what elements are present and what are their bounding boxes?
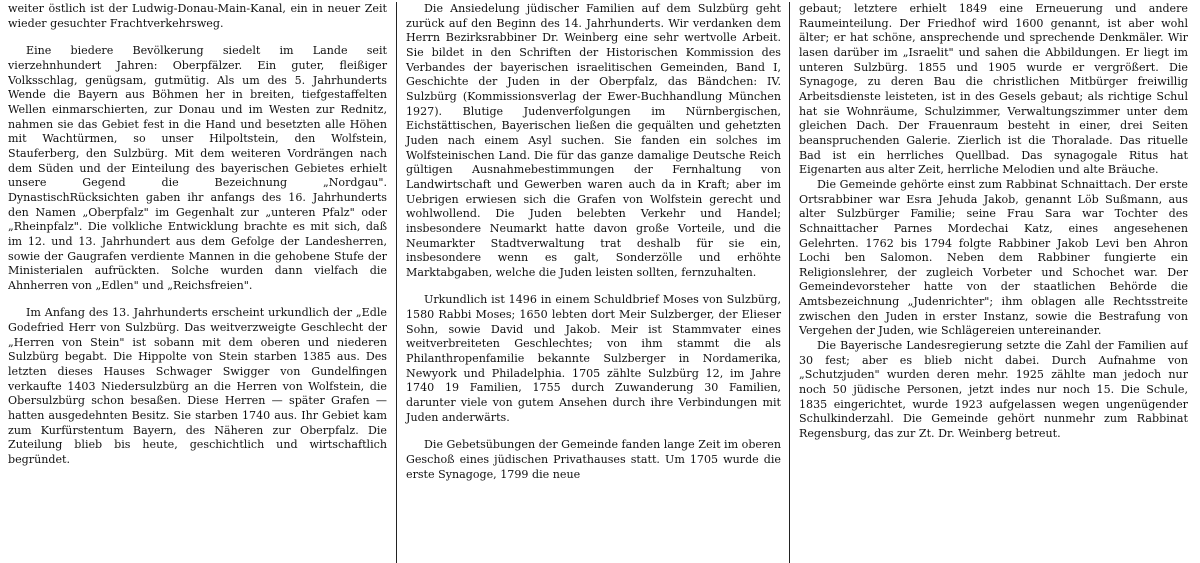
column-3 bbox=[790, 2, 1188, 563]
paragraph: gebaut; letztere erhielt 1849 eine Erneuerung und andere Raumeinteilung. Der Friedhof wird 1600 genannt, ist aber wohl älter; er hat schöne, ansprechende und sprechende Denkmäler. Wir lasen darüber im „Israelit" und sahen die Abbildungen. Er liegt im unteren Sulzbürg. 1855 und 1905 wurde er vergrößert. Die Synagoge, zu deren Bau die christlichen Mitbürger freiwillig Arbeitsdienste leisteten, ist in des Gesels gebaut; als richtige Schul hat sie Wohnräume, Schulzimmer, Verwaltungszimmer unter dem gleichen Dach. Der Frauenraum besteht in einer, drei Seiten beanspruchenden Galerie. Zierlich ist die Thoralade. Das rituelle Bad ist ein herrliches Quellbad. Das synagogale Ritus hat Eigenarten aus alter Zeit, herrliche Melodien und alte Bräuche. bbox=[799, 2, 1188, 177]
paragraph: Im Anfang des 13. Jahrhunderts erscheint urkundlich der „Edle Godefried Herr von Sulzbürg. Das weitverzweigte Geschlecht der „Herren von Stein" ist sobann mit dem oberen und niederen Sulzbürg begabt. Die Hippolte von Stein starben 1385 aus. Des letzten dieses Hauses Schwager Swigger von Gundelfingen verkaufte 1403 Niedersulzbürg an die Herren von Wolfstein, die Obersulzbürg schon besaßen. Diese Herren — später Grafen — hatten ausgedehnten Besitz. Sie starben 1740 aus. Ihr Gebiet kam zum Kurfürstentum Bayern, des Näheren zur Oberpfalz. Die Zuteilung blieb bis heute, geschichtlich und wirtschaftlich begründet. bbox=[8, 306, 387, 467]
column-2 bbox=[397, 2, 789, 563]
paragraph: Die Gebetsübungen der Gemeinde fanden lange Zeit im oberen Geschoß eines jüdischen Privathauses statt. Um 1705 wurde die erste Synagoge, 1799 die neue bbox=[406, 438, 782, 481]
column-1 bbox=[8, 2, 396, 563]
paragraph: weiter östlich ist der Ludwig-Donau-Main-Kanal, ein in neuer Zeit wieder gesuchter Frachtverkehrsweg. bbox=[8, 2, 387, 30]
paragraph: Urkundlich ist 1496 in einem Schuldbrief Moses von Sulzbürg, 1580 Rabbi Moses; 1650 lebten dort Meir Sulzberger, der Elieser Sohn, sowie David und Jakob. Meir ist Stammvater eines weitverbreiteten Geschlechtes; von ihm stammt die als Philanthropenfamilie bekannte Sulzberger in Nordamerika, Newyork und Philadelphia. 1705 zählte Sulzbürg 12, im Jahre 1740 19 Familien, 1755 durch Zuwanderung 30 Familien, darunter viele von gutem Ansehen durch ihre Verbindungen mit Juden anderwärts. bbox=[406, 293, 781, 424]
paragraph: Die Bayerische Landesregierung setzte die Zahl der Familien auf 30 fest; aber es blieb nicht dabei. Durch Aufnahme von „Schutzjuden" wurden deren mehr. 1925 zählte man jedoch nur noch 50 jüdische Personen, jetzt indes nur noch 15. Die Schule, 1835 eingerichtet, wurde 1923 aufgelassen wegen ungenügender Schulkinderzahl. Die Gemeinde gehört nunmehr zum Rabbinat Regensburg, das zur Zt. Dr. Weinberg betreut. bbox=[799, 339, 1188, 441]
paragraph: Die Ansiedelung jüdischer Familien auf dem Sulzbürg geht zurück auf den Beginn des 14. Jahrhunderts. Wir verdanken dem Herrn Bezirksrabbiner Dr. Weinberg eine sehr wertvolle Arbeit. Sie bildet in den Schriften der Historischen Kommission des Verbandes der bayerischen israelitischen Gemeinden, Band I, Geschichte der Juden in der Oberpfalz, das Bändchen: IV. Sulzbürg (Kommissionsverlag der Ewer-Buchhandlung München 1927). Blutige Judenverfolgungen im Nürnbergischen, Eichstättischen, Bayerischen ließen die gequälten und gehetzten Juden nach einem Asyl suchen. Sie fanden ein solches im Wolfsteinischen Land. Die für das ganze damalige Deutsche Reich gültigen Ausnahmebestimmungen der Fernhaltung von Landwirtschaft und Gewerben waren auch da in Kraft; aber im Uebrigen erwiesen sich die Grafen von Wolfstein gerecht und wohlwollend. Die Juden belebten Verkehr und Handel; insbesondere Neumarkt hatte davon große Vorteile, und die Neumarkter Stadtverwaltung trat deshalb für sie ein, insbesondere wenn es galt, Sonderzölle und erhöhte Marktabgaben, welche die Juden leisten sollten, fernzuhalten. bbox=[406, 2, 781, 279]
paragraph: Die Gemeinde gehörte einst zum Rabbinat Schnaittach. Der erste Ortsrabbiner war Esra Jehuda Jakob, genannt Löb Sußmann, aus alter Sulzbürger Familie; seine Frau Sara war Tochter des Schnaittacher Parnes Mordechai Katz, eines angesehenen Gelehrten. 1762 bis 1794 folgte Rabbiner Jakob Levi ben Ahron Lochi ben Salomon. Neben dem Rabbiner fungierte ein Religionslehrer, der zugleich Vorbeter und Schochet war. Der Gemeindevorsteher hatte von der staatlichen Behörde die Amtsbezeichnung „Judenrichter"; ihm oblagen alle Rechtsstreite zwischen den Juden in erster Instanz, sowie die Bestrafung von Vergehen der Juden, wie Schlägereien untereinander. bbox=[799, 177, 1188, 338]
paragraph: Eine biedere Bevölkerung siedelt im Lande seit vierzehnhundert Jahren: Oberpfälzer. Ein guter, fleißiger Volksschlag, genügsam, gutmütig. Als um des 5. Jahrhunderts Wende die Bayern aus Böhmen her in breiten, tiefgestaffelten Wellen einmarschierten, zur Donau und im Westen zur Rednitz, nahmen sie das Gebiet fest in die Hand und besetzten alle Höhen mit Wachtürmen, so unser Hilpoltstein, den Wolfstein, Stauferberg, den Sulzbürg. Mit dem weiteren Vordrängen nach dem Süden und der Einteilung des bayerischen Gebietes erhielt unsere Gegend die Bezeichnung „Nordgau". DynastischRücksichten gaben ihr anfangs des 16. Jahrhunderts den Namen „Oberpfalz" im Gegenhalt zur „unteren Pfalz" oder „Rheinpfalz". Die volkliche Entwicklung brachte es mit sich, daß im 12. und 13. Jahrhundert aus dem Gefolge der Landesherren, sowie der Gaugrafen verdiente Mannen in die gehobene Stufe der Ministerialen aufrückten. Solche wurden dann vielfach die Ahnherren von „Edlen" und „Reichsfreien". bbox=[8, 44, 387, 292]
